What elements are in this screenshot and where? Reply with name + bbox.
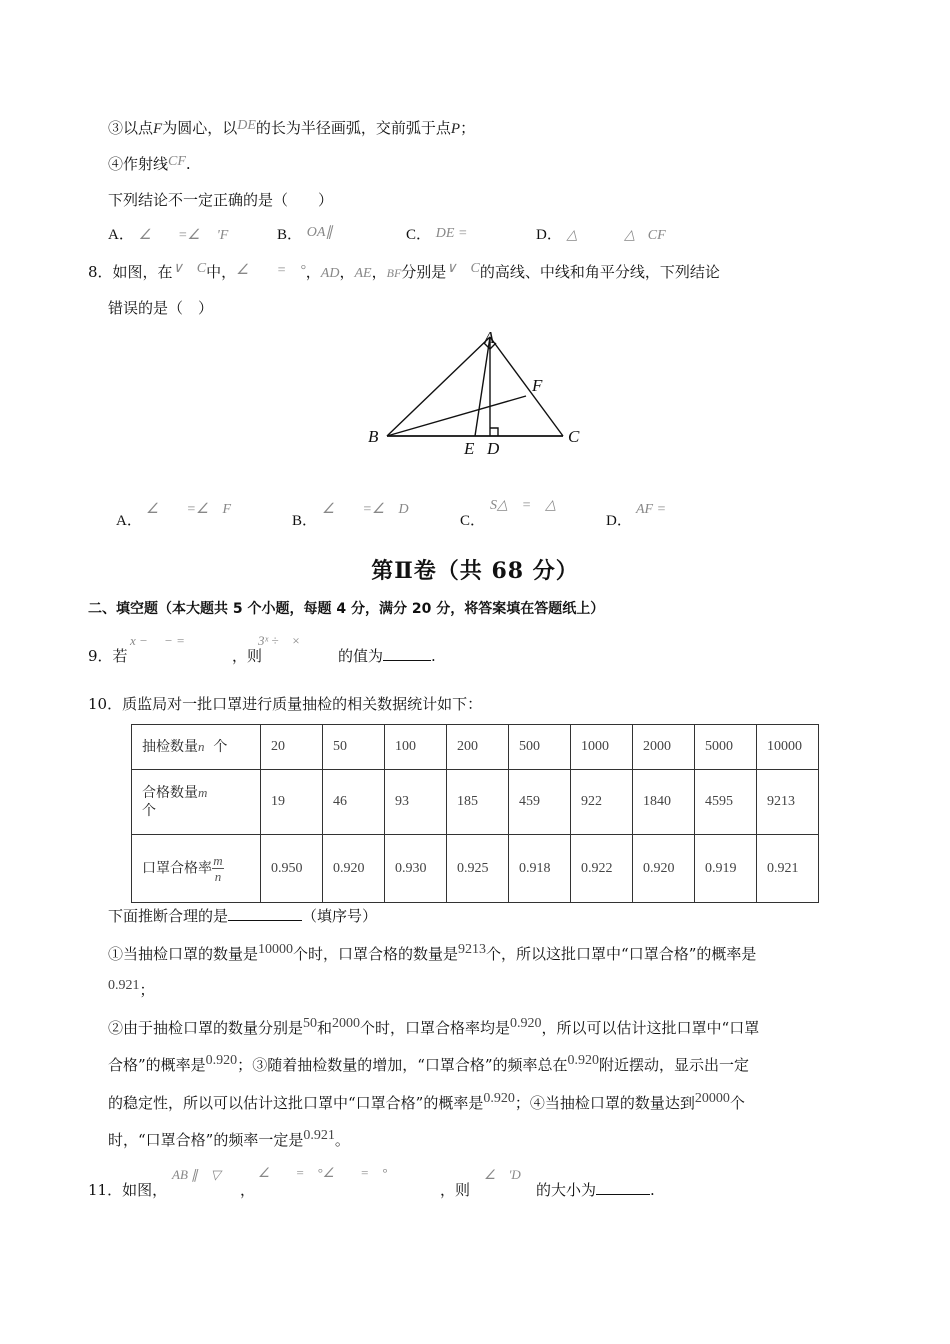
q9-text: 若: [112, 647, 128, 665]
value: 10000: [258, 942, 294, 957]
segment-DE: DE: [237, 118, 256, 133]
s1-text: 个，所以这批口罩中“口罩合格”的概率是: [486, 945, 757, 963]
q10-prompt: [108, 906, 377, 926]
header-unit: 个: [142, 803, 156, 819]
table-cell: 922: [571, 770, 633, 835]
table-cell: 0.925: [447, 835, 509, 903]
table-cell: 500: [509, 725, 571, 770]
s4-text: 。: [334, 1131, 350, 1149]
option-expr: △: [624, 228, 635, 243]
q10-statement-1-cont: [108, 980, 155, 1002]
s2-text: 合格”的概率是: [108, 1056, 206, 1074]
part2-title: 第Ⅱ卷（共 68 分）: [371, 558, 579, 584]
q7-option-d[interactable]: [536, 224, 666, 246]
q11-text: 如图，: [122, 1181, 168, 1199]
step3-text: 为圆心，以: [162, 119, 238, 137]
table-row-n: [132, 725, 819, 770]
option-letter: D．: [536, 227, 562, 243]
q8-text: 分别是: [401, 263, 447, 281]
q8-text: ，: [305, 263, 321, 281]
q7-option-c[interactable]: [406, 224, 467, 246]
question-number: 8．: [88, 263, 113, 281]
table-row-rate: [132, 835, 819, 903]
q7-step4: [108, 154, 191, 176]
table-cell: 4595: [695, 770, 757, 835]
q11-text: ，: [240, 1181, 256, 1199]
q10-statement-1: [108, 944, 756, 966]
answer-blank[interactable]: [228, 906, 302, 921]
table-cell: 2000: [633, 725, 695, 770]
q7-step3: [108, 118, 475, 140]
table-cell: 1840: [633, 770, 695, 835]
option-expr: △: [566, 228, 578, 243]
q11-expr2: ∠ = °∠ = °: [258, 1165, 388, 1180]
q11: [88, 1180, 167, 1200]
q11-end: .: [650, 1181, 655, 1199]
q10-statement-4: [108, 1130, 350, 1152]
label-C: C: [568, 427, 580, 446]
q8-text: ，: [339, 263, 355, 281]
s1-text: ；: [139, 981, 155, 999]
option-expr: S△ = △: [490, 498, 556, 513]
s4-text: 时，“口罩合格”的频率一定是: [108, 1131, 304, 1149]
header-unit: 个: [213, 739, 228, 755]
q8-option-b-expr: [322, 498, 409, 518]
s3-text: ③随着抽检数量的增加，“口罩合格”的频率总在: [252, 1056, 568, 1074]
table-cell: 1000: [571, 725, 633, 770]
label-A: A: [484, 328, 495, 347]
table-cell: 0.918: [509, 835, 571, 903]
var-m: m: [198, 785, 208, 800]
q8-text: 中，: [206, 263, 237, 281]
q9-expr2: 3ˣ ÷ ×: [258, 633, 301, 648]
header-text: 合格数量: [142, 785, 198, 801]
s3-text: 的稳定性，所以可以估计这批口罩中“口罩合格”的概率是: [108, 1094, 484, 1112]
table-cell: 46: [323, 770, 385, 835]
table-cell: 0.921: [757, 835, 819, 903]
s2-text: ，所以可以估计这批口罩中“口罩: [541, 1019, 760, 1037]
s2-text: 个时，口罩合格率均是: [360, 1019, 511, 1037]
q8-option-a[interactable]: [116, 510, 142, 531]
option-expr: CF: [647, 228, 666, 243]
q8-text: 的高线、中线和角平分线，下列结论: [479, 263, 720, 281]
option-letter: C．: [406, 227, 432, 243]
step3-end: ；: [460, 119, 476, 137]
segment-AE: AE: [354, 266, 372, 281]
option-letter: B．: [277, 227, 303, 243]
option-expr: ∠ =∠ D: [322, 502, 409, 517]
q8-line2: 错误的是（ ）: [108, 299, 214, 317]
table-row-m: [132, 770, 819, 835]
triangle-ABC: ∨ C: [172, 261, 207, 276]
sampling-table: [131, 724, 819, 903]
q10-statement-2: [108, 1018, 759, 1040]
triangle-ABC: ∨ C: [446, 261, 480, 276]
triangle-figure: [360, 328, 600, 463]
table-cell: 0.919: [695, 835, 757, 903]
option-letter: B．: [292, 513, 318, 529]
s2-text: ；: [237, 1056, 253, 1074]
header-text: 抽检数量: [142, 739, 198, 755]
q7-question: 下列结论不一定正确的是（ ）: [108, 191, 334, 209]
s3-text: ；: [514, 1094, 530, 1112]
q10-text: 质监局对一批口罩进行质量抽检的相关数据统计如下：: [122, 695, 483, 713]
value: 0.921: [303, 1128, 335, 1143]
option-expr: AF =: [636, 502, 667, 517]
option-letter: A．: [108, 227, 134, 243]
table-cell: 0.920: [323, 835, 385, 903]
label-B: B: [368, 427, 379, 446]
value: 20000: [694, 1091, 730, 1106]
option-expr: =∠: [177, 228, 200, 243]
table-cell: 185: [447, 770, 509, 835]
value: 50: [303, 1016, 318, 1031]
q8-text: ，: [371, 263, 387, 281]
value: 2000: [332, 1016, 361, 1031]
q9-text: 的值为: [338, 647, 384, 665]
answer-blank[interactable]: [596, 1180, 650, 1195]
ray-CF: CF: [168, 154, 186, 169]
table-cell: 0.950: [261, 835, 323, 903]
row-header: [132, 725, 261, 770]
q10-statement-2-3: [108, 1055, 749, 1077]
q11-text: ，则: [440, 1181, 471, 1199]
q8-option-d-expr: [636, 498, 666, 518]
option-letter: C．: [460, 513, 486, 529]
q9-tail: [338, 646, 436, 666]
option-letter: A．: [116, 513, 142, 529]
step4-end: .: [185, 155, 191, 173]
table-cell: 20: [261, 725, 323, 770]
fraction-m-over-n: [212, 853, 224, 884]
option-letter: D．: [606, 513, 632, 529]
value: 0.921: [108, 978, 140, 993]
q11-expr1: AB ∥ ▽: [172, 1167, 221, 1182]
value: 0.920: [483, 1091, 515, 1106]
question-number: 9．: [88, 647, 113, 665]
step3-text: ③以点: [108, 119, 154, 137]
frac-den: n: [214, 869, 222, 884]
table-cell: 93: [385, 770, 447, 835]
step3-text: 的长为半径画弧，交前弧于点: [255, 119, 451, 137]
table-cell: 459: [509, 770, 571, 835]
option-expr: ∠ =∠ F: [146, 502, 232, 517]
prompt-text: （填序号）: [302, 907, 378, 925]
prompt-text: 下面推断合理的是: [108, 907, 229, 925]
q8-line1: [88, 262, 720, 284]
option-expr: OA∥: [306, 225, 333, 240]
q9-end: .: [431, 647, 436, 665]
table-cell: 0.922: [571, 835, 633, 903]
angle-expr: ∠ = °: [236, 263, 306, 278]
section-heading: 二、填空题（本大题共 5 个小题，每题 4 分，满分 20 分，将答案填在答题纸上）: [88, 601, 605, 617]
value: 0.920: [205, 1053, 238, 1068]
q10-statement-3-4: [108, 1093, 745, 1115]
q8-option-a-expr: [146, 498, 231, 518]
q10-intro: [88, 694, 482, 714]
value: 0.920: [510, 1016, 542, 1031]
option-expr: 'F: [216, 228, 229, 243]
var-n: n: [198, 739, 205, 754]
q8-option-d[interactable]: [606, 510, 632, 531]
option-expr: DE =: [435, 226, 468, 241]
table-cell: 19: [261, 770, 323, 835]
q9-text: ，则: [232, 647, 263, 665]
row-header: [132, 835, 261, 903]
q11-text: 的大小为: [536, 1181, 597, 1199]
question-number: 10．: [88, 695, 123, 713]
segment-BF: BF: [386, 266, 402, 280]
answer-blank[interactable]: [383, 646, 431, 661]
s4-text: ④当抽检口罩的数量达到: [529, 1094, 695, 1112]
s2-text: ②由于抽检口罩的数量分别是: [108, 1019, 304, 1037]
q8-option-b[interactable]: [292, 510, 317, 531]
q8-option-c[interactable]: [460, 510, 485, 531]
table-cell: 9213: [757, 770, 819, 835]
point-P: P: [450, 121, 461, 137]
table-cell: 10000: [757, 725, 819, 770]
table-cell: 200: [447, 725, 509, 770]
s1-text: ①当抽检口罩的数量是: [108, 945, 259, 963]
s3-text: 附近摆动，显示出一定: [599, 1056, 750, 1074]
s2-text: 和: [317, 1019, 333, 1037]
table-cell: 0.930: [385, 835, 447, 903]
step4-text: ④作射线: [108, 155, 169, 173]
q11-tail: [536, 1180, 655, 1200]
value: 0.920: [567, 1053, 600, 1068]
segment-AD: AD: [320, 266, 340, 281]
point-F: F: [153, 121, 163, 137]
q8-option-c-expr: [490, 494, 556, 514]
row-header: [132, 770, 261, 835]
frac-num: m: [213, 853, 223, 868]
q11-expr3: ∠ 'D: [484, 1167, 521, 1182]
value: 9213: [458, 942, 487, 957]
q7-option-a[interactable]: [108, 224, 228, 246]
s4-text: 个: [729, 1094, 745, 1112]
q7-option-b[interactable]: [277, 224, 332, 246]
table-cell: 100: [385, 725, 447, 770]
header-text: 口罩合格率: [142, 860, 212, 877]
label-F: F: [532, 376, 543, 395]
table-cell: 0.920: [633, 835, 695, 903]
question-number: 11．: [88, 1181, 123, 1199]
option-expr: ∠: [138, 228, 152, 243]
s1-text: 个时，口罩合格的数量是: [293, 945, 459, 963]
q9-expr1: x − − =: [130, 633, 185, 648]
table-cell: 5000: [695, 725, 757, 770]
label-E: E: [464, 439, 475, 458]
q8-text: 如图，在: [112, 263, 173, 281]
q9: [88, 646, 128, 666]
label-D: D: [487, 439, 500, 458]
table-cell: 50: [323, 725, 385, 770]
